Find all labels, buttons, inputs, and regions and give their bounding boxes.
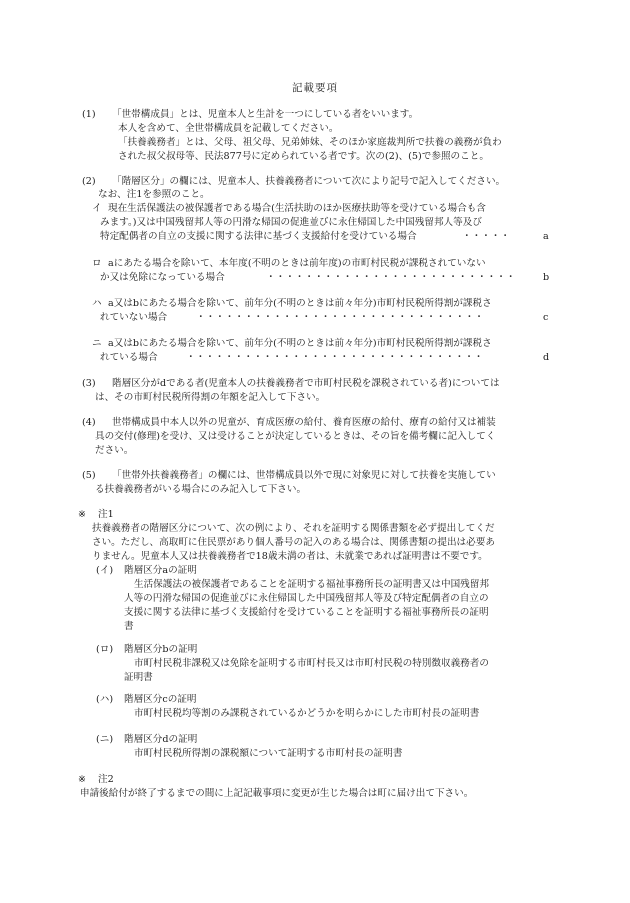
item2-ha-mark: ハ [92, 298, 102, 309]
item2-i-line: 特定配偶者の自立の支援に関する法律に基づく支援給付を受けている場合 [100, 231, 417, 242]
item2-ro-line: aにあたる場合を除いて、本年度(不明のときは前年度)の市町村民税が課税されていない [108, 258, 486, 269]
leader-dots: ・・・・・・・・・・・・・・・・・・・・・・・・・・・・・・ [196, 312, 484, 323]
item2-ni-line: a又はbにあたる場合を除いて、前年分(不明のときは前々年分)市町村民税所得割が課税さ [108, 338, 492, 349]
note1-b-heading: 階層区分bの証明 [124, 644, 198, 655]
item1-number: (1) [82, 109, 96, 120]
item2-ha-line: れていない場合 [100, 312, 168, 323]
item4-line: 世帯構成員中本人以外の児童が、育成医療の給付、養育医療の給付、療育の給付又は補装 [112, 417, 496, 428]
note1-b-line: 市町村民税非課税又は免除を証明する市町村長又は市町村民税の特別徴収義務者の [134, 658, 489, 669]
item2-ha-line: a又はbにあたる場合を除いて、前年分(不明のときは前々年分)市町村民税所得割が課税さ [108, 298, 492, 309]
note1-line: 扶養義務者の階層区分について、次の例により、それを証明する関係書類を必ず提出してくだ [92, 523, 495, 534]
item2-ni-mark: ニ [92, 338, 102, 349]
note1-d-heading: 階層区分dの証明 [124, 734, 198, 745]
leader-dots: ・・・・・・・・・・・・・・・・・・・・・・・・・・ [266, 272, 516, 283]
item2-ro-line: か又は免除になっている場合 [100, 272, 225, 283]
item2-ro-mark: ロ [92, 258, 102, 269]
item1-line: 「扶養義務者」とは、父母、祖父母、兄弟姉妹、そのほか家庭裁判所で扶養の義務が負わ [118, 137, 502, 148]
item2-i-line: みます。)又は中国残留邦人等の円滑な帰国の促進並びに永住帰国した中国残留邦人等及び [100, 217, 482, 228]
item4-number: (4) [82, 417, 96, 428]
item2-ha-code: c [543, 312, 549, 323]
item2-line: 「階層区分」の欄には、児童本人、扶養義務者について次により記号で記入してください。 [112, 176, 506, 187]
note1-a-heading: 階層区分aの証明 [124, 565, 197, 576]
item2-line: なお、注1を参照のこと。 [98, 189, 210, 200]
note2-line: 申請後給付が終了するまでの間に上記記載事項に変更が生じた場合は町に届け出て下さい。 [80, 788, 474, 799]
note1-a-line: 支援に関する法律に基づく支援給付を受けていることを証明する福祉事務所長の証明 [124, 607, 489, 618]
item2-ni-line: れている場合 [100, 352, 158, 363]
note1-c-heading: 階層区分cの証明 [124, 694, 197, 705]
note1-b-line: 証明書 [124, 672, 153, 683]
item2-i-line: 現在生活保護法の被保護者である場合(生活扶助のほか医療扶助等を受けている場合も含 [108, 203, 486, 214]
note1-line: さい。ただし、高取町に住民票があり個人番号の記入のある場合は、関係書類の提出は必要あ [92, 537, 495, 548]
item5-line: 「世帯外扶養義務者」の欄には、世帯構成員以外で現に対象児に対して扶養を実施してい [112, 470, 496, 481]
note1-a-line: 生活保護法の被保護者であることを証明する福祉事務所長の証明書又は中国残留邦 [134, 579, 489, 590]
item3-line: は、その市町村民税所得割の年額を記入して下さい。 [95, 392, 326, 403]
leader-dots: ・・・・・ [462, 231, 510, 242]
note1-d-line: 市町村民税所得割の課税額について証明する市町村長の証明書 [134, 748, 403, 759]
note1-a-line: 人等の円滑な帰国の促進並びに永住帰国した中国残留邦人等及び特定配偶者の自立の [124, 593, 489, 604]
item2-number: (2) [82, 176, 96, 187]
note1-a-line: 書 [124, 621, 134, 632]
note1-heading: 注1 [98, 509, 114, 520]
leader-dots: ・・・・・・・・・・・・・・・・・・・・・・・・・・・・・・・ [186, 352, 484, 363]
item1-line: 本人を含めて、全世帯構成員を記載してください。 [118, 123, 339, 134]
item2-ni-code: d [543, 352, 550, 363]
item1-line: 「世帯構成員」とは、児童本人と生計を一つにしている者をいいます。 [112, 109, 419, 120]
note1-c-mark: (ハ) [96, 694, 114, 705]
item2-i-code: a [543, 231, 549, 242]
note2-mark: ※ [78, 774, 87, 785]
item4-line: ださい。 [95, 445, 134, 456]
item3-line: 階層区分がdである者(児童本人の扶養義務者で市町村民税を課税されている者)については [112, 378, 500, 389]
item2-i-mark: イ [92, 203, 102, 214]
note1-b-mark: (ロ) [96, 644, 114, 655]
note1-line: りません。児童本人又は扶養義務者で18歳未満の者は、未就業であれば証明書は不要です。 [92, 551, 488, 562]
item3-number: (3) [82, 378, 96, 389]
note2-heading: 注2 [98, 774, 114, 785]
note1-mark: ※ [78, 509, 87, 520]
item2-ro-code: b [543, 272, 550, 283]
note1-a-mark: (イ) [96, 565, 114, 576]
page-title: 記載要項 [292, 82, 338, 94]
item5-number: (5) [82, 470, 96, 481]
item4-line: 具の交付(修理)を受け、又は受けることが決定しているときは、その旨を備考欄に記入してく [95, 431, 496, 442]
note1-d-mark: (ニ) [96, 734, 114, 745]
item5-line: る扶養義務者がいる場合にのみ記入して下さい。 [95, 484, 307, 495]
item1-line: された叔父叔母等、民法877号に定められている者です。次の(2)、(5)で参照のこと。 [118, 151, 489, 162]
note1-c-line: 市町村民税均等割のみ課税されているかどうかを明らかにした市町村長の証明書 [134, 708, 480, 719]
